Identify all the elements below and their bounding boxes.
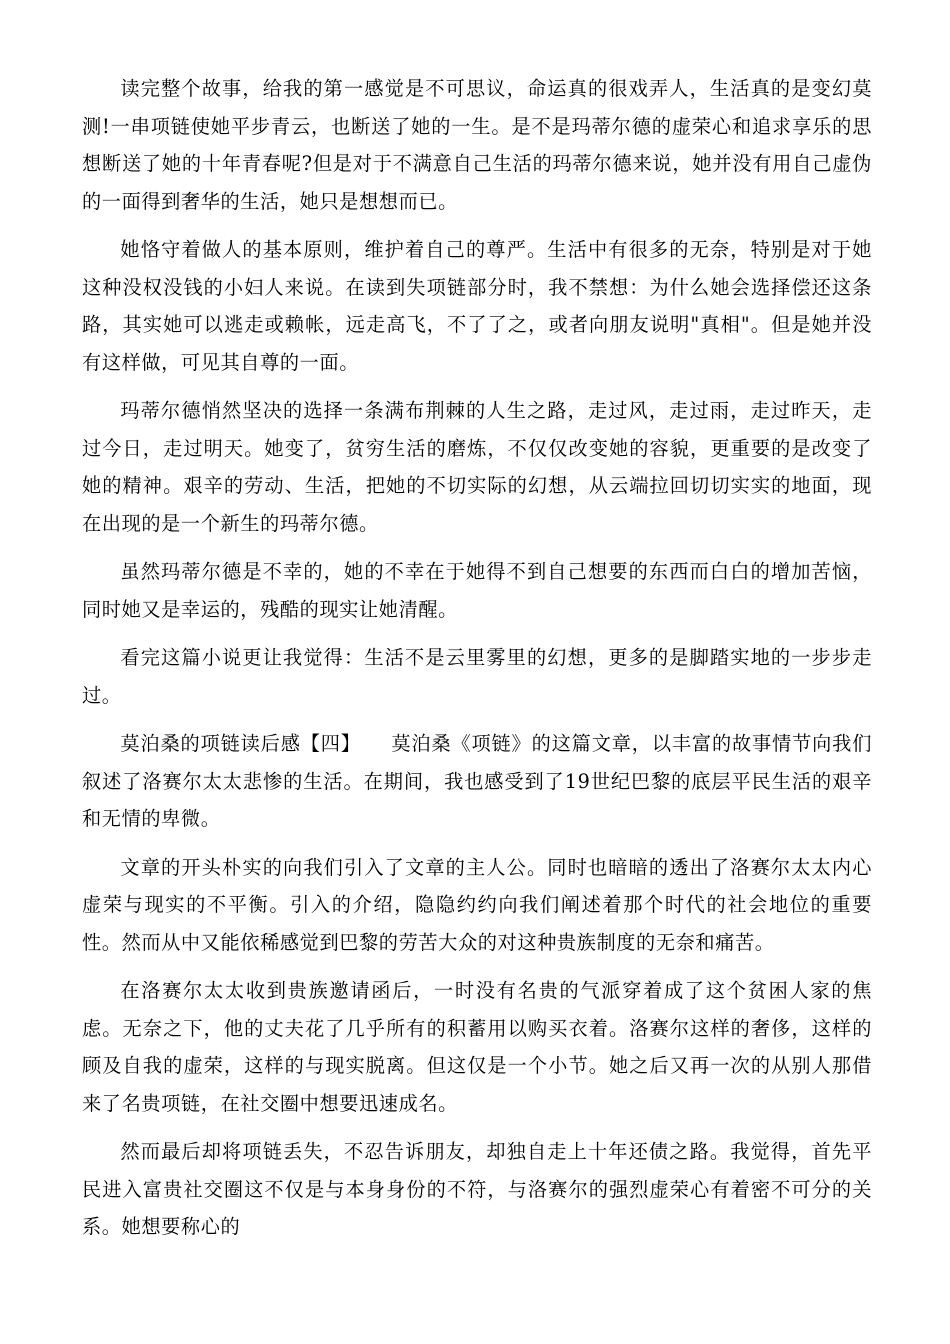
- document-page: [82, 70, 872, 1257]
- paragraph: 读完整个故事，给我的第一感觉是不可思议，命运真的很戏弄人，生活真的是变幻莫测!一串项链使她平步青云，也断送了她的一生。是不是玛蒂尔德的虚荣心和追求享乐的思想断送了她的十年青春呢?但是对于不满意自己生活的玛蒂尔德来说，她并没有用自己虚伪的一面得到奢华的生活，她只是想想而已。: [82, 77, 872, 213]
- paragraph: 玛蒂尔德悄然坚决的选择一条满布荆棘的人生之路，走过风，走过雨，走过昨天，走过今日，走过明天。她变了，贫穷生活的磨炼，不仅仅改变她的容貌，更重要的是改变了她的精神。艰辛的劳动、生活，把她的不切实际的幻想，从云端拉回切切实实的地面，现在出现的是一个新生的玛蒂尔德。: [82, 399, 872, 535]
- paragraph: 莫泊桑的项链读后感【四】 莫泊桑《项链》的这篇文章，以丰富的故事情节向我们叙述了洛赛尔太太悲惨的生活。在期间，我也感受到了19世纪巴黎的底层平民生活的艰辛和无情的卑微。: [82, 732, 872, 830]
- paragraph: 在洛赛尔太太收到贵族邀请函后，一时没有名贵的气派穿着成了这个贫困人家的焦虑。无奈之下，他的丈夫花了几乎所有的积蓄用以购买衣着。洛赛尔这样的奢侈，这样的顾及自我的虚荣，这样的与现实脱离。但这仅是一个小节。她之后又再一次的从别人那借来了名贵项链，在社交圈中想要迅速成名。: [82, 979, 872, 1115]
- paragraph: 文章的开头朴实的向我们引入了文章的主人公。同时也暗暗的透出了洛赛尔太太内心虚荣与现实的不平衡。引入的介绍，隐隐约约向我们阐述着那个时代的社会地位的重要性。然而从中又能依稀感觉到巴黎的劳苦大众的对这种贵族制度的无奈和痛苦。: [82, 855, 872, 954]
- paragraph: 她恪守着做人的基本原则，维护着自己的尊严。生活中有很多的无奈，特别是对于她这种没权没钱的小妇人来说。在读到失项链部分时，我不禁想：为什么她会选择偿还这条路，其实她可以逃走或赖帐，远走高飞，不了了之，或者向朋友说明"真相"。但是她并没有这样做，可见其自尊的一面。: [82, 238, 872, 374]
- paragraph: 虽然玛蒂尔德是不幸的，她的不幸在于她得不到自己想要的东西而白白的增加苦恼，同时她又是幸运的，残酷的现实让她清醒。: [82, 560, 872, 621]
- paragraph: 然而最后却将项链丢失，不忍告诉朋友，却独自走上十年还债之路。我觉得，首先平民进入富贵社交圈这不仅是与本身身份的不符，与洛赛尔的强烈虚荣心有着密不可分的关系。她想要称心的: [82, 1140, 872, 1238]
- paragraph: 看完这篇小说更让我觉得：生活不是云里雾里的幻想，更多的是脚踏实地的一步步走过。: [82, 646, 872, 707]
